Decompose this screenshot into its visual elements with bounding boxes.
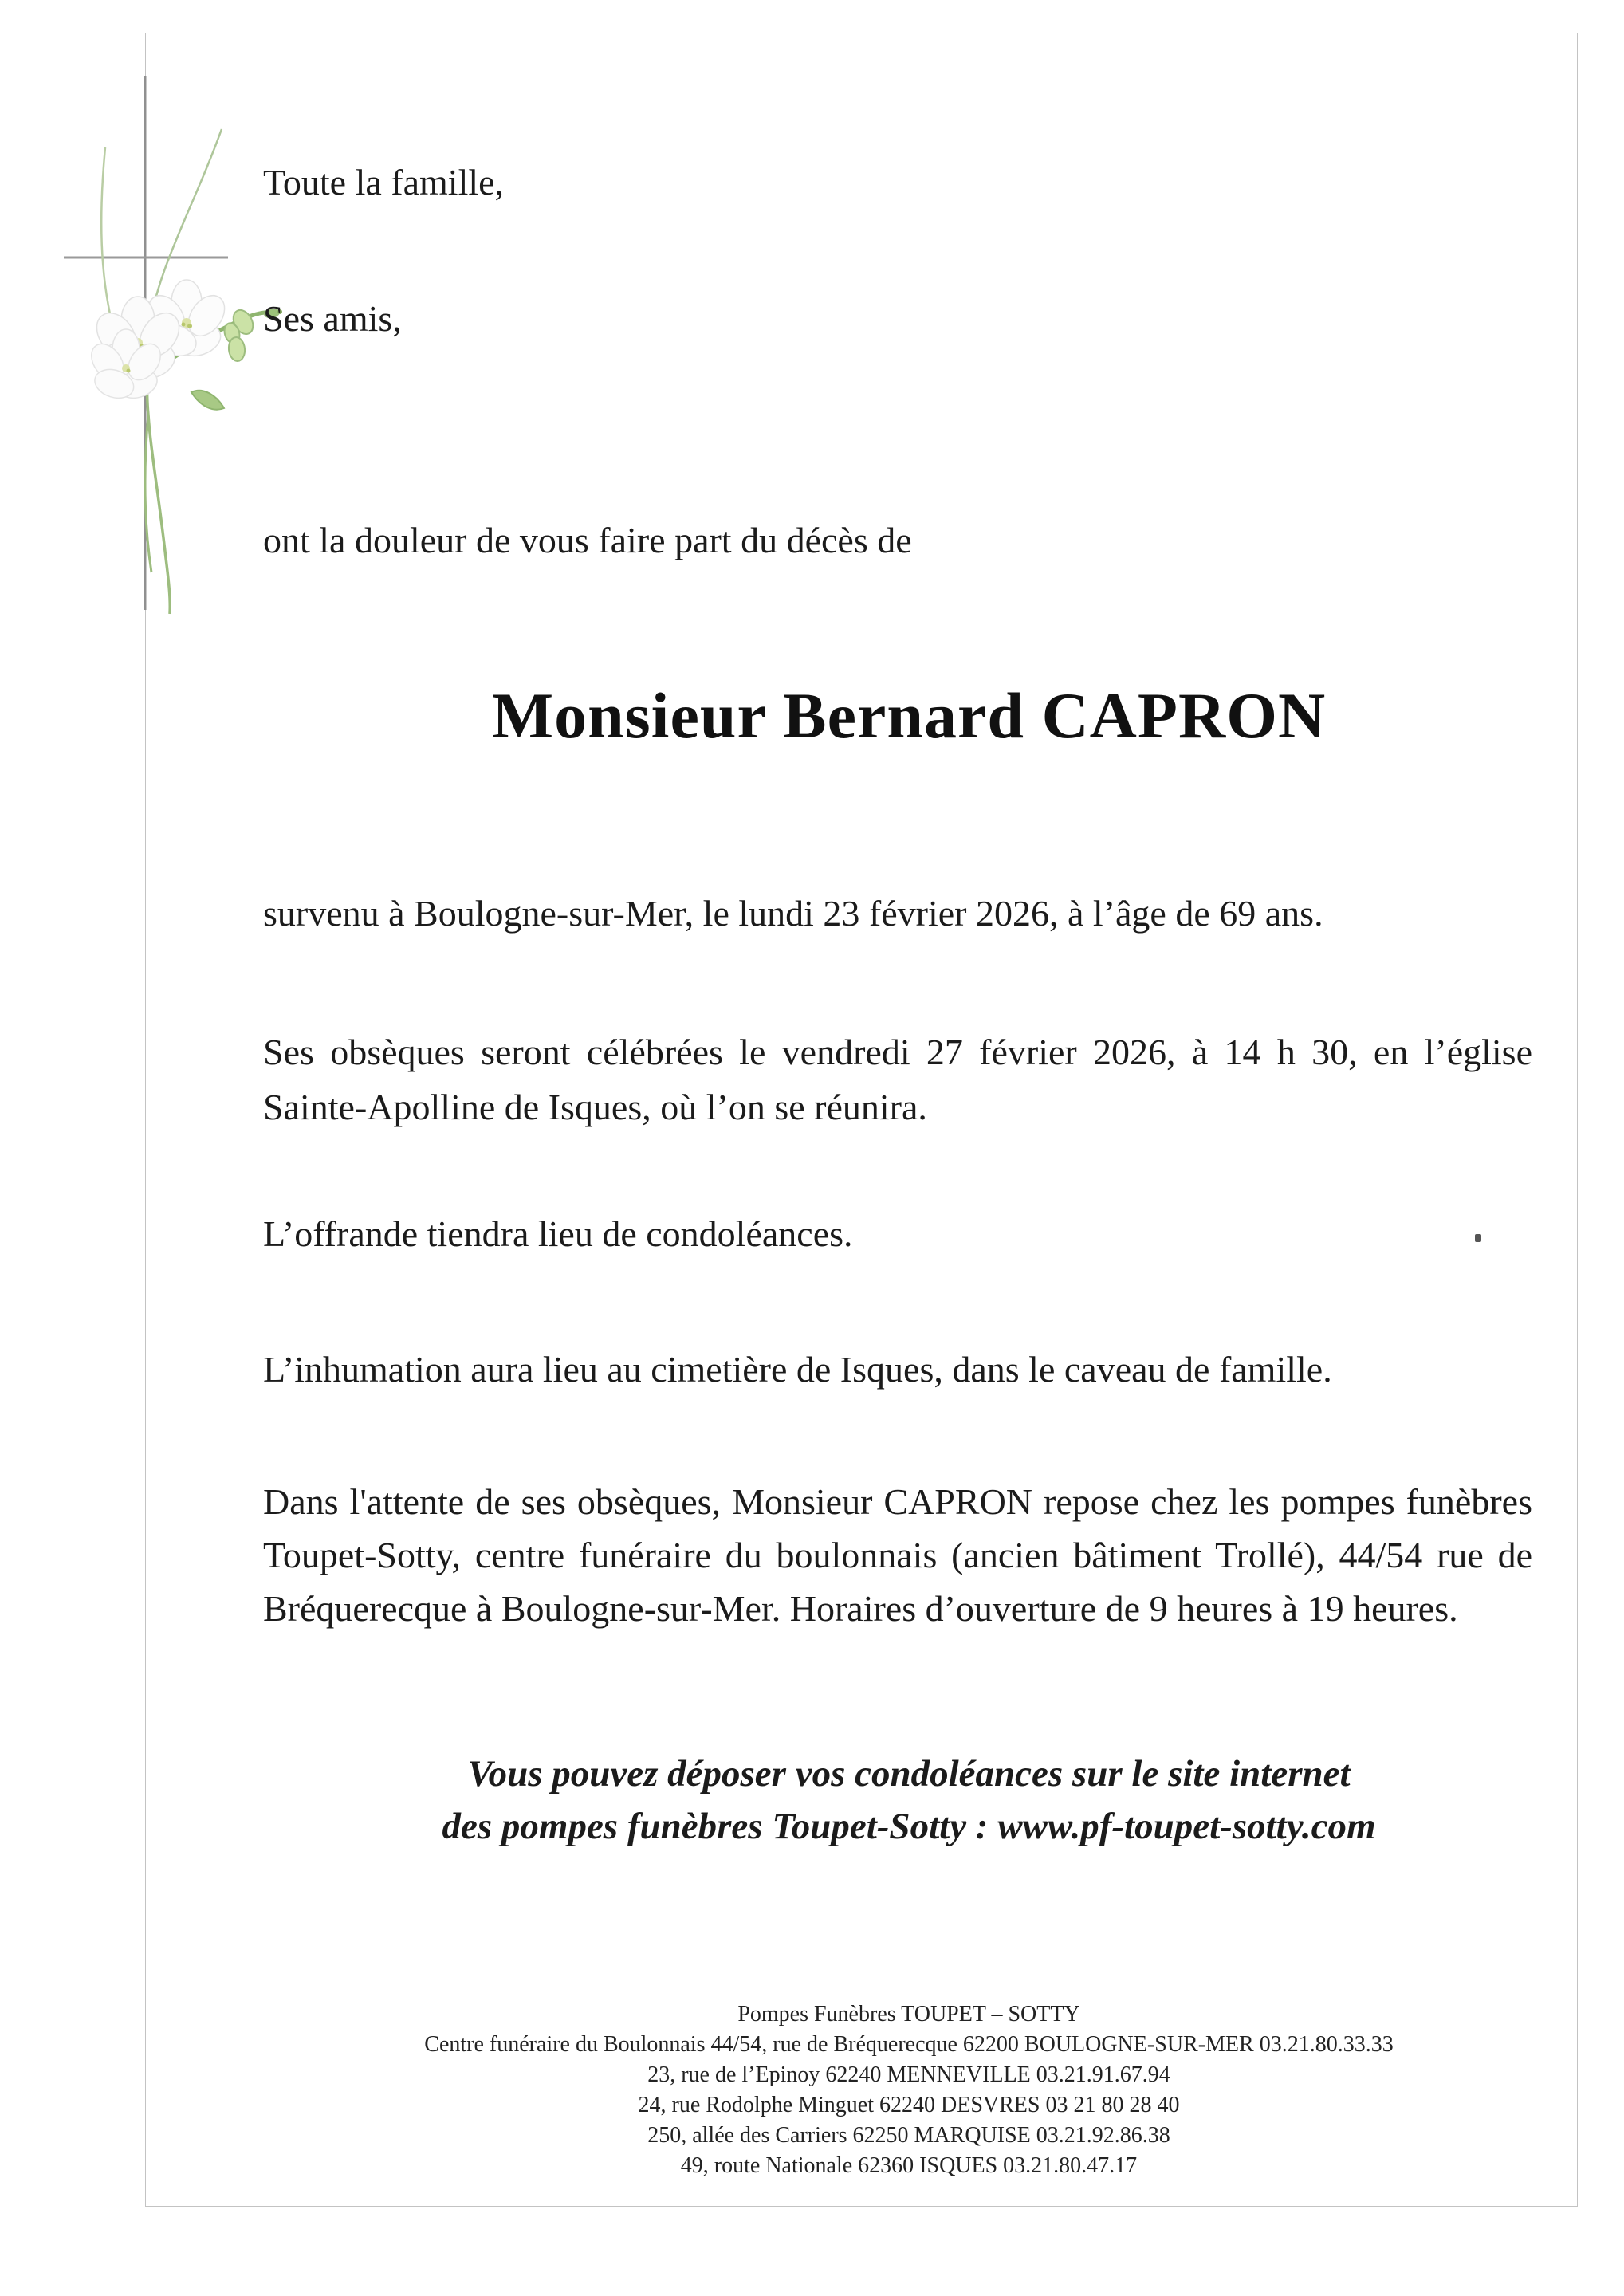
condolences-line-website: des pompes funèbres Toupet-Sotty : www.pf-toupet-sotty.com <box>442 1806 1376 1847</box>
repose-line: Dans l'attente de ses obsèques, Monsieur CAPRON repose chez les pompes funèbres <box>263 1481 1532 1522</box>
footer-address-line: 24, rue Rodolphe Minguet 62240 DESVRES 03 21 80 28 40 <box>638 2093 1180 2117</box>
repose-line: Bréquerecque à Boulogne-sur-Mer. Horaires d’ouverture de 9 heures à 19 heures. <box>263 1588 1458 1629</box>
deceased-name: Monsieur Bernard CAPRON <box>491 679 1327 752</box>
scan-artifact-dot <box>1475 1234 1481 1242</box>
footer-address-line: Centre funéraire du Boulonnais 44/54, rue de Bréquerecque 62200 BOULOGNE-SUR-MER 03.21.80.33.33 <box>424 2032 1394 2057</box>
footer-company-name: Pompes Funèbres TOUPET – SOTTY <box>737 2002 1080 2027</box>
intro-family-line: Toute la famille, <box>263 162 505 202</box>
funeral-details-paragraph <box>263 1024 1532 1134</box>
footer-address-line: 49, route Nationale 62360 ISQUES 03.21.80.47.17 <box>680 2153 1138 2178</box>
burial-line: L’inhumation aura lieu au cimetière de Isques, dans le caveau de famille. <box>263 1349 1332 1390</box>
announcement-line: ont la douleur de vous faire part du décès de <box>263 520 912 560</box>
funeral-line: Ses obsèques seront célébrées le vendredi 27 février 2026, à 14 h 30, en l’église <box>263 1032 1532 1072</box>
repose-line: Toupet-Sotty, centre funéraire du boulonnais (ancien bâtiment Trollé), 44/54 rue de <box>263 1535 1532 1575</box>
condolences-line: Vous pouvez déposer vos condoléances sur le site internet <box>467 1753 1351 1795</box>
repose-paragraph <box>263 1475 1532 1635</box>
leaf-icon <box>191 391 224 410</box>
intro-friends-line: Ses amis, <box>263 298 402 339</box>
funeral-line: Sainte-Apolline de Isques, où l’on se réunira. <box>263 1087 927 1127</box>
offering-line: L’offrande tiendra lieu de condoléances. <box>263 1213 853 1254</box>
condolences-note <box>263 1748 1555 1853</box>
footer-address-line: 23, rue de l’Epinoy 62240 MENNEVILLE 03.21.91.67.94 <box>647 2062 1170 2087</box>
footer-addresses <box>263 1999 1555 2181</box>
footer-address-line: 250, allée des Carriers 62250 MARQUISE 03.21.92.86.38 <box>647 2123 1170 2148</box>
death-details-line: survenu à Boulogne-sur-Mer, le lundi 23 février 2026, à l’âge de 69 ans. <box>263 893 1323 934</box>
